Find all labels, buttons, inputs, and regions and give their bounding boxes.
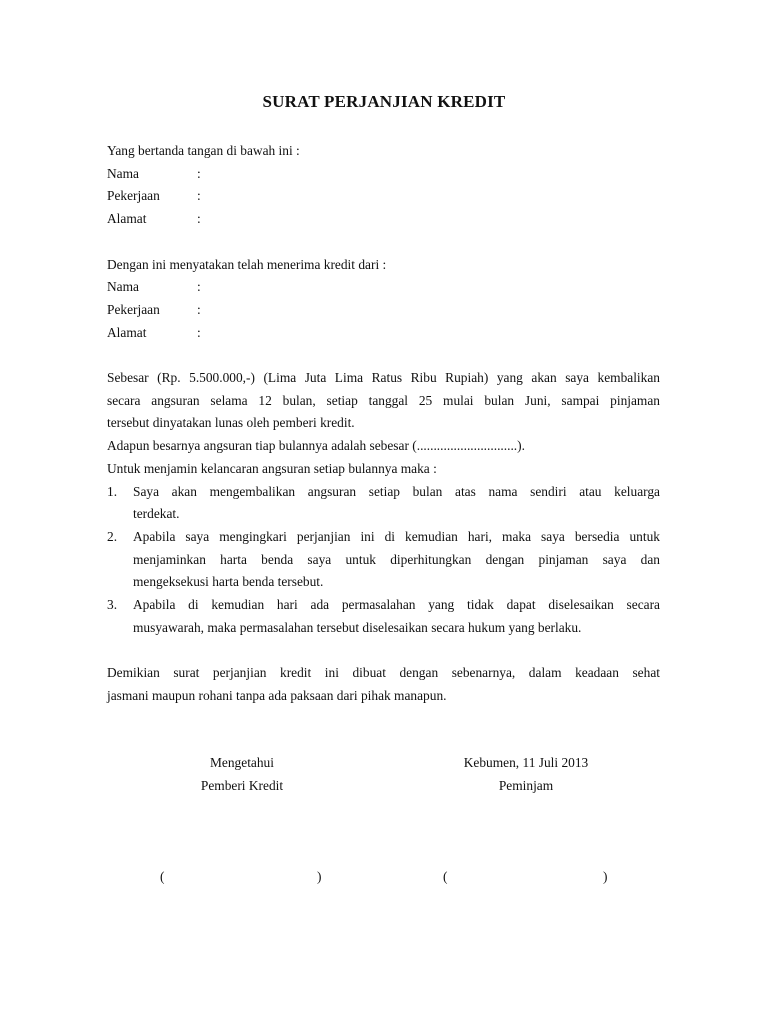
borrower-label: Peminjam xyxy=(498,778,554,793)
list-item-number: 2. xyxy=(107,529,118,544)
witness-label: Mengetahui xyxy=(210,755,274,770)
party1-name-label: Nama xyxy=(107,166,139,181)
lender-label: Pemberi Kredit xyxy=(200,778,284,793)
list-item-line: terdekat. xyxy=(133,506,180,521)
list-item-line: musyawarah, maka permasalahan tersebut diselesaikan secara hukum yang berlaku. xyxy=(133,620,582,635)
borrower-signature-open-paren: ( xyxy=(443,869,448,884)
party1-name-colon: : xyxy=(197,166,201,181)
party1-job-colon: : xyxy=(197,188,201,203)
list-item-line: Apabila saya mengingkari perjanjian ini di kemudian hari, maka saya bersedia untuk xyxy=(133,529,660,544)
place-date: Kebumen, 11 Juli 2013 xyxy=(463,755,589,770)
paragraph-line: Sebesar (Rp. 5.500.000,-) (Lima Juta Lima Ratus Ribu Rupiah) yang akan saya kembalikan xyxy=(107,370,660,385)
list-item-line: Apabila di kemudian hari ada permasalahan yang tidak dapat diselesaikan secara xyxy=(133,597,660,612)
party2-job-label: Pekerjaan xyxy=(107,302,160,317)
party2-address-colon: : xyxy=(197,325,201,340)
guarantee-intro: Untuk menjamin kelancaran angsuran setiap bulannya maka : xyxy=(107,461,437,476)
list-item-number: 1. xyxy=(107,484,118,499)
list-item-number: 3. xyxy=(107,597,118,612)
party2-name-label: Nama xyxy=(107,279,139,294)
party1-address-label: Alamat xyxy=(107,211,147,226)
party1-job-label: Pekerjaan xyxy=(107,188,160,203)
party1-address-colon: : xyxy=(197,211,201,226)
paragraph-line: secara angsuran selama 12 bulan, setiap tanggal 25 mulai bulan Juni, sampai pinjaman xyxy=(107,393,660,408)
statement-text: Dengan ini menyatakan telah menerima kredit dari : xyxy=(107,257,387,272)
lender-signature-open-paren: ( xyxy=(160,869,165,884)
paragraph-line: tersebut dinyatakan lunas oleh pemberi kredit. xyxy=(107,415,355,430)
installment-line: Adapun besarnya angsuran tiap bulannya adalah sebesar (..............................). xyxy=(107,438,525,453)
paragraph-line: Demikian surat perjanjian kredit ini dibuat dengan sebenarnya, dalam keadaan sehat xyxy=(107,665,660,680)
paragraph-line: jasmani maupun rohani tanpa ada paksaan dari pihak manapun. xyxy=(107,688,447,703)
document-title: SURAT PERJANJIAN KREDIT xyxy=(262,92,506,111)
list-item-line: Saya akan mengembalikan angsuran setiap bulan atas nama sendiri atau keluarga xyxy=(133,484,660,499)
list-item-line: mengeksekusi harta benda tersebut. xyxy=(133,574,324,589)
party2-name-colon: : xyxy=(197,279,201,294)
party2-job-colon: : xyxy=(197,302,201,317)
borrower-signature-close-paren: ) xyxy=(603,869,608,884)
lender-signature-close-paren: ) xyxy=(317,869,322,884)
intro-text: Yang bertanda tangan di bawah ini : xyxy=(107,143,300,158)
list-item-line: menjaminkan harta benda saya untuk diperhitungkan dengan pinjaman saya dan xyxy=(133,552,660,567)
party2-address-label: Alamat xyxy=(107,325,147,340)
